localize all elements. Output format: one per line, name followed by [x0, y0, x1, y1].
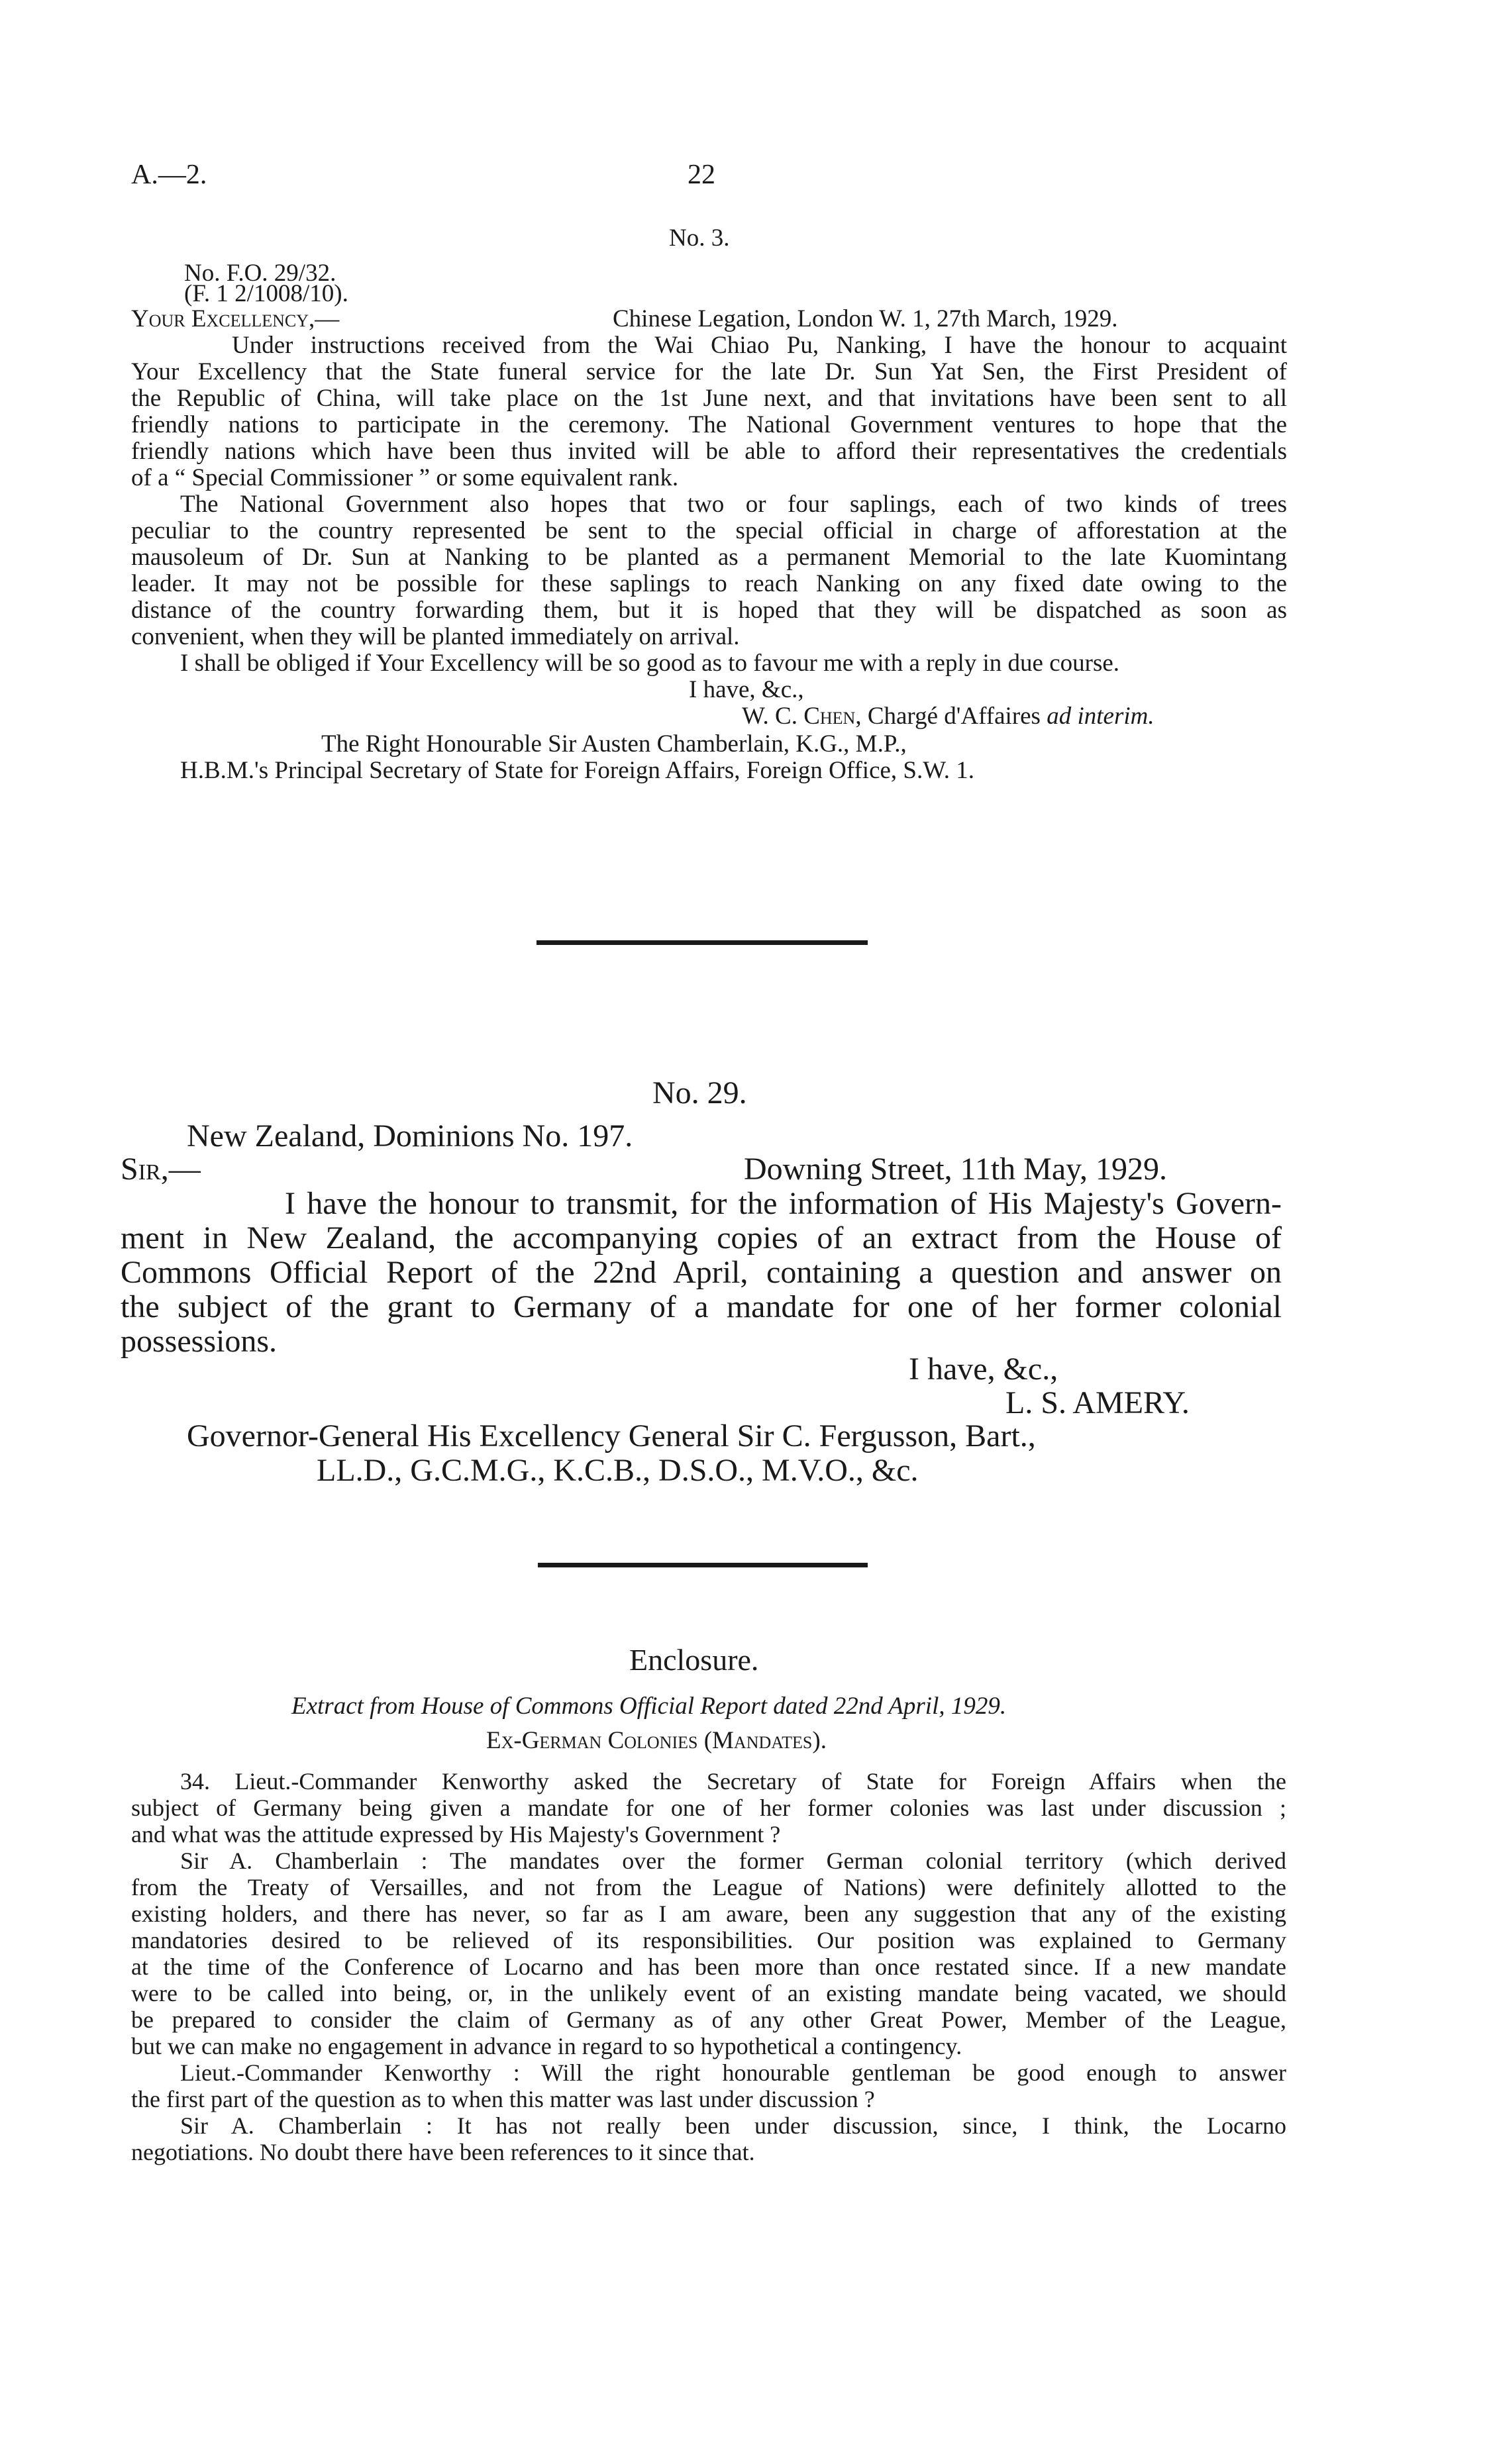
letter1-number: No. 3. [669, 224, 730, 252]
section-divider [538, 1563, 868, 1567]
letter1-signature [742, 703, 1154, 730]
text-line: from the Treaty of Versailles, and not from the League of Nations) were definitely allotted to the [131, 1874, 1286, 1900]
text-line: 34. Lieut.-Commander Kenworthy asked the Secretary of State for Foreign Affairs when the [180, 1768, 1286, 1795]
letter2-salutation: Sir,— [121, 1152, 201, 1187]
text-line: the Republic of China, will take place on the 1st June next, and that invitations have been sent to all [131, 385, 1287, 412]
letter2-signer: L. S. AMERY. [1005, 1385, 1190, 1420]
text-line: existing holders, and there has never, so far as I am aware, been any suggestion that any of the existing [131, 1900, 1286, 1927]
signer-title: , Chargé d'Affaires [855, 703, 1047, 730]
text-line: the first part of the question as to when this matter was last under discussion ? [131, 2086, 875, 2112]
letter1-ref1: No. F.O. 29/32. [184, 260, 336, 287]
text-line: subject of Germany being given a mandate for one of her former colonies was last under discussion ; [131, 1795, 1286, 1821]
text-line: leader. It may not be possible for these saplings to reach Nanking on any fixed date owing to the [131, 570, 1287, 597]
letter1-ref2: (F. 1 2/1008/10). [184, 280, 348, 307]
letter2-closing: I have, &c., [909, 1352, 1058, 1387]
text-line: ment in New Zealand, the accompanying copies of an extract from the House of [121, 1220, 1282, 1256]
enclosure-heading: Ex-German Colonies (Mandates). [486, 1727, 827, 1754]
letter1-para3: I shall be obliged if Your Excellency will be so good as to favour me with a reply in due course. [180, 650, 1120, 677]
text-line: Your Excellency that the State funeral service for the late Dr. Sun Yat Sen, the First President of [131, 358, 1287, 385]
text-line: convenient, when they will be planted immediately on arrival. [131, 623, 740, 650]
text-line: but we can make no engagement in advance in regard to so hypothetical a contingency. [131, 2033, 962, 2059]
letter1-salutation: Your Excellency,— [131, 305, 340, 332]
signer-title-italic: ad interim. [1047, 703, 1154, 730]
enclosure-title: Enclosure. [629, 1643, 759, 1677]
text-line: friendly nations which have been thus invited will be able to afford their representatives the credentials [131, 438, 1287, 465]
letter2-number: No. 29. [652, 1075, 747, 1110]
enclosure-subtitle: Extract from House of Commons Official Report dated 22nd April, 1929. [291, 1693, 1007, 1720]
letter1-addressee-line2: H.B.M.'s Principal Secretary of State for Foreign Affairs, Foreign Office, S.W. 1. [180, 757, 975, 784]
letter1-addressee-line1: The Right Honourable Sir Austen Chamberlain, K.G., M.P., [321, 730, 907, 758]
text-line: mandatories desired to be relieved of its responsibilities. Our position was explained to Germany [131, 1927, 1286, 1953]
signer-name: W. C. Chen [742, 703, 856, 730]
letter2-addressee-line1: Governor-General His Excellency General Sir C. Fergusson, Bart., [187, 1418, 1036, 1454]
section-divider [537, 940, 868, 945]
text-line: Lieut.-Commander Kenworthy : Will the right honourable gentleman be good enough to answer [180, 2059, 1286, 2086]
text-line: I have the honour to transmit, for the information of His Majesty's Govern- [285, 1186, 1282, 1221]
text-line: mausoleum of Dr. Sun at Nanking to be planted as a permanent Memorial to the late Kuomintang [131, 544, 1287, 571]
text-line: possessions. [121, 1324, 278, 1359]
text-line: Under instructions received from the Wai Chiao Pu, Nanking, I have the honour to acquaint [232, 332, 1287, 359]
text-line: the subject of the grant to Germany of a mandate for one of her former colonial [121, 1289, 1282, 1324]
text-line: Commons Official Report of the 22nd April, containing a question and answer on [121, 1255, 1282, 1290]
text-line: Sir A. Chamberlain : It has not really been under discussion, since, I think, the Locarno [180, 2112, 1286, 2139]
text-line: of a “ Special Commissioner ” or some equivalent rank. [131, 464, 679, 491]
text-line: be prepared to consider the claim of Germany as of any other Great Power, Member of the League, [131, 2006, 1286, 2033]
text-line: peculiar to the country represented be sent to the special official in charge of afforestation at the [131, 517, 1287, 544]
letter1-address: Chinese Legation, London W. 1, 27th March, 1929. [613, 305, 1118, 332]
text-line: Sir A. Chamberlain : The mandates over the former German colonial territory (which derived [180, 1848, 1286, 1874]
text-line: and what was the attitude expressed by His Majesty's Government ? [131, 1821, 781, 1848]
text-line: friendly nations to participate in the ceremony. The National Government ventures to hope that the [131, 411, 1287, 438]
page-number: 22 [688, 160, 715, 190]
text-line: negotiations. No doubt there have been references to it since that. [131, 2139, 755, 2165]
letter2-ref: New Zealand, Dominions No. 197. [187, 1118, 633, 1154]
text-line: were to be called into being, or, in the unlikely event of an existing mandate being vacated, we should [131, 1980, 1286, 2006]
text-line: distance of the country forwarding them, but it is hoped that they will be dispatched as soon as [131, 597, 1287, 624]
letter1-closing: I have, &c., [689, 676, 804, 703]
text-line: at the time of the Conference of Locarno and has been more than once restated since. If a new mandate [131, 1953, 1286, 1980]
page-ref: A.—2. [131, 160, 207, 190]
letter2-address: Downing Street, 11th May, 1929. [744, 1152, 1168, 1187]
letter2-addressee-line2: LL.D., G.C.M.G., K.C.B., D.S.O., M.V.O., &c. [317, 1453, 919, 1488]
text-line: The National Government also hopes that two or four saplings, each of two kinds of trees [180, 491, 1287, 518]
